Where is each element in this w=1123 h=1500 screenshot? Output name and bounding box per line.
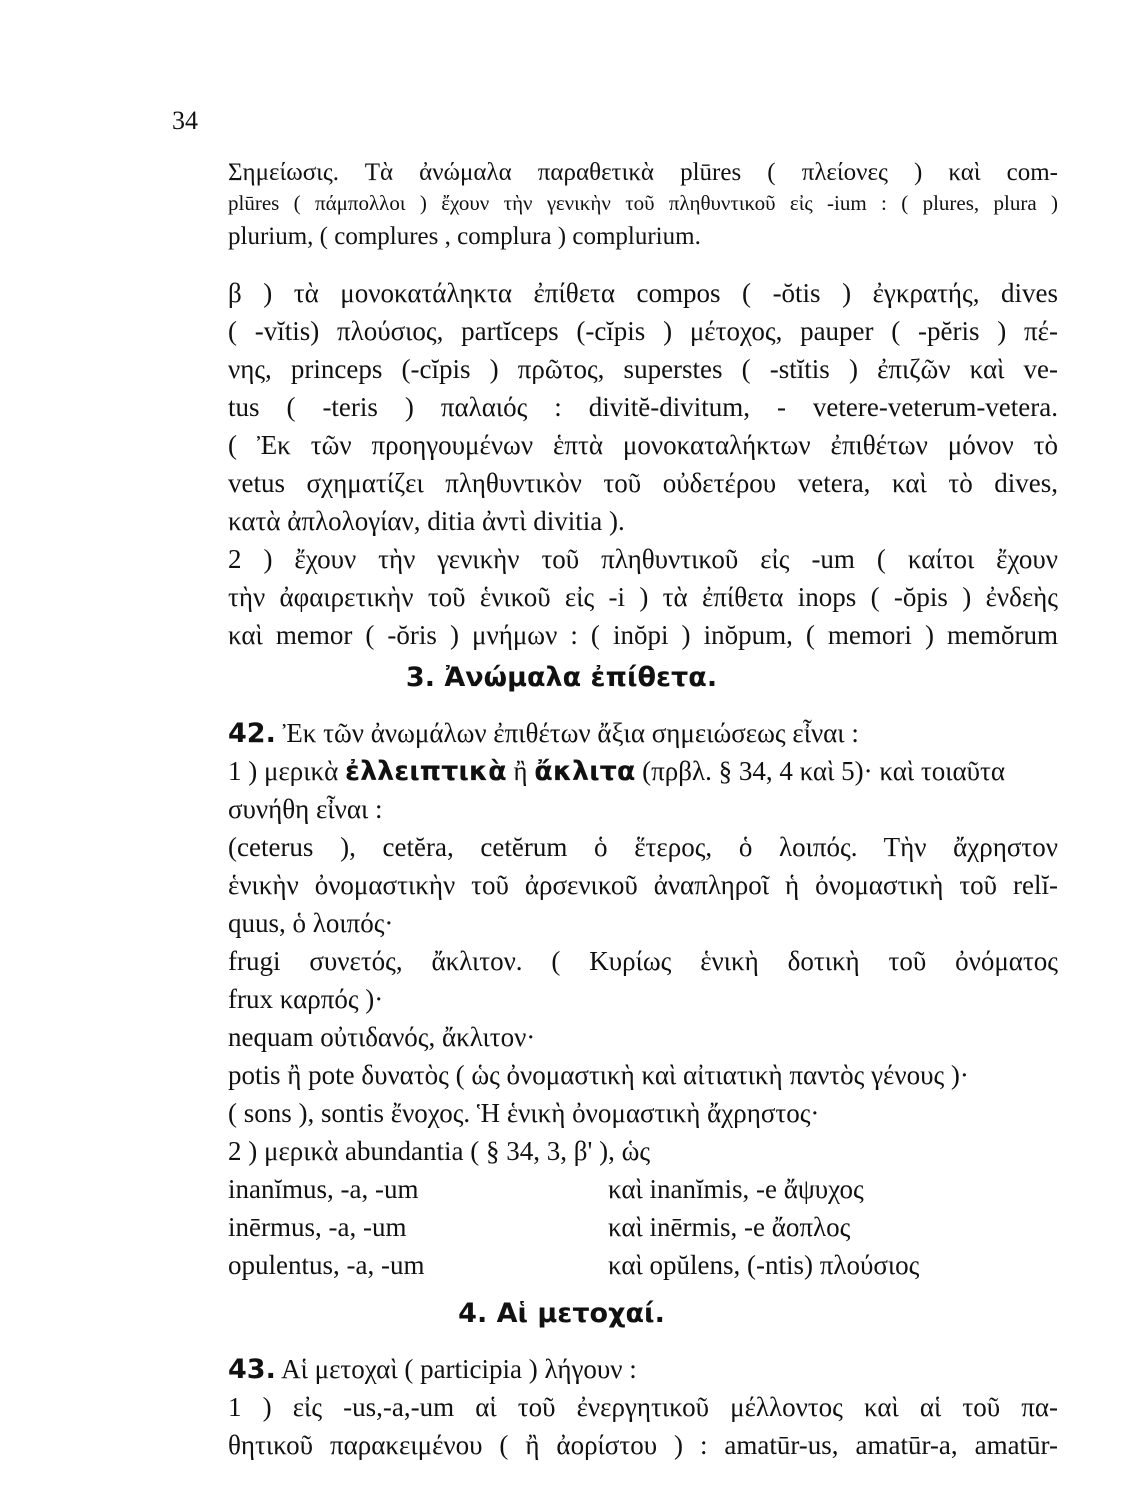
para-2-line-2: τὴν ἀφαιρετικὴν τοῦ ἑνικοῦ εἰς -i ) τὰ ἐπίθετα inops ( -ŏpis ) ἐνδεὴς: [228, 582, 1058, 612]
sec43-number: 43.: [228, 1354, 276, 1385]
para-b-line-3: νης, princeps (-cĭpis ) πρῶτος, superstes ( -stĭtis ) ἐπιζῶν καὶ ve-: [228, 354, 1058, 384]
sec42-line-8: nequam οὐτιδανός, ἄκλιτον·: [228, 1022, 536, 1052]
para-b-line-2: ( -vĭtis) πλούσιος, partĭceps (-cĭpis ) μέτοχος, pauper ( -pĕris ) πέ-: [228, 316, 1058, 346]
sec42-l1a: 1 ) μερικὰ: [228, 756, 346, 786]
abundantia-row-1-right: καὶ inanĭmis, -e ἄψυχος: [608, 1174, 864, 1204]
section-heading-4: 4. Αἱ μετοχαί.: [458, 1298, 665, 1329]
section-heading-3: 3. Ἀνώμαλα ἐπίθετα.: [405, 662, 718, 693]
abundantia-row-3-right: καὶ opŭlens, (-ntis) πλούσιος: [608, 1250, 920, 1280]
sec42-l1c: ἢ: [506, 756, 535, 786]
page-number: 34: [172, 106, 198, 135]
note-line-1: Σημείωσις. Τὰ ἀνώμαλα παραθετικὰ plūres ( πλείονες ) καὶ com-: [228, 159, 1058, 186]
note-line-2: plūres ( πάμπολλοι ) ἔχουν τὴν γενικὴν τοῦ πληθυντικοῦ εἰς -ium : ( plures, plura ): [228, 191, 1058, 215]
sec42-line-10: ( sons ), sontis ἔνοχος. Ἡ ἑνικὴ ὀνομαστικὴ ἄχρηστος·: [228, 1098, 820, 1128]
sec42-line-4: ἑνικὴν ὀνομαστικὴν τοῦ ἀρσενικοῦ ἀναπληροῖ ἡ ὀνομαστικὴ τοῦ relĭ-: [228, 870, 1058, 900]
sec43-line-2: θητικοῦ παρακειμένου ( ἢ ἀορίστου ) : amatūr-us, amatūr-a, amatūr-: [228, 1430, 1058, 1460]
para-b-line-4: tus ( -teris ) παλαιός : divitĕ-divitum, - vetere-veterum-vetera.: [228, 392, 1058, 422]
para-b-line-1: β ) τὰ μονοκατάληκτα ἐπίθετα compos ( -ŏtis ) ἐγκρατής, dives: [228, 278, 1058, 308]
sec42-line-6: frugi συνετός, ἄκλιτον. ( Κυρίως ἑνικὴ δοτικὴ τοῦ ὀνόματος: [228, 946, 1058, 976]
abundantia-row-3-left: opulentus, -a, -um: [228, 1250, 425, 1280]
sec42-line-5: quus, ὁ λοιπός·: [228, 908, 394, 938]
sec43-intro: Αἱ μετοχαὶ ( participia ) λήγουν :: [275, 1354, 637, 1384]
term-aklita: ἄκλιτα: [534, 756, 636, 787]
abundantia-row-2-right: καὶ inērmis, -e ἄοπλος: [608, 1212, 851, 1242]
para-b-line-7: κατὰ ἀπλολογίαν, ditia ἀντὶ divitia ).: [228, 506, 625, 536]
sec42-intro-line: [228, 720, 1058, 747]
sec42-l1e: (πρβλ. § 34, 4 καὶ 5)· καὶ τοιαῦτα: [635, 756, 1005, 786]
sec42-intro: Ἐκ τῶν ἀνωμάλων ἐπιθέτων ἄξια σημειώσεως εἶναι :: [282, 718, 859, 748]
sec42-line-3: (ceterus ), cetĕra, cetĕrum ὁ ἕτερος, ὁ λοιπός. Τὴν ἄχρηστον: [228, 832, 1058, 862]
sec42-line-2: συνήθη εἶναι :: [228, 794, 383, 824]
sec42-line-11: 2 ) μερικὰ abundantia ( § 34, 3, β' ), ὡς: [228, 1136, 651, 1166]
sec42-line-9: potis ἢ pote δυνατὸς ( ὡς ὀνομαστικὴ καὶ αἰτιατικὴ παντὸς γένους )·: [228, 1060, 969, 1090]
para-b-line-5: ( Ἐκ τῶν προηγουμένων ἑπτὰ μονοκαταλήκτων ἐπιθέτων μόνον τὸ: [228, 430, 1058, 460]
sec43-line-1: 1 ) εἰς -us,-a,-um αἱ τοῦ ἐνεργητικοῦ μέλλοντος καὶ αἱ τοῦ πα-: [228, 1392, 1058, 1422]
para-b-line-6: vetus σχηματίζει πληθυντικὸν τοῦ οὐδετέρου vetera, καὶ τὸ dives,: [228, 468, 1058, 498]
abundantia-row-1-left: inanĭmus, -a, -um: [228, 1174, 419, 1204]
para-2-line-1: 2 ) ἔχουν τὴν γενικὴν τοῦ πληθυντικοῦ εἰς -um ( καίτοι ἔχουν: [228, 544, 1058, 574]
para-2-line-3: καὶ memor ( -ŏris ) μνήμων : ( inŏpi ) inŏpum, ( memori ) memŏrum: [228, 620, 1058, 650]
note-line-3: plurium, ( complures , complura ) complurium.: [228, 223, 701, 250]
sec42-line-1: [228, 758, 1058, 785]
abundantia-row-2-left: inērmus, -a, -um: [228, 1212, 407, 1242]
sec43-intro-line: [228, 1356, 1058, 1383]
sec42-number: 42.: [228, 718, 276, 749]
sec42-line-7: frux καρπός )·: [228, 984, 384, 1014]
term-elleiptika: ἐλλειπτικὰ: [345, 756, 507, 787]
